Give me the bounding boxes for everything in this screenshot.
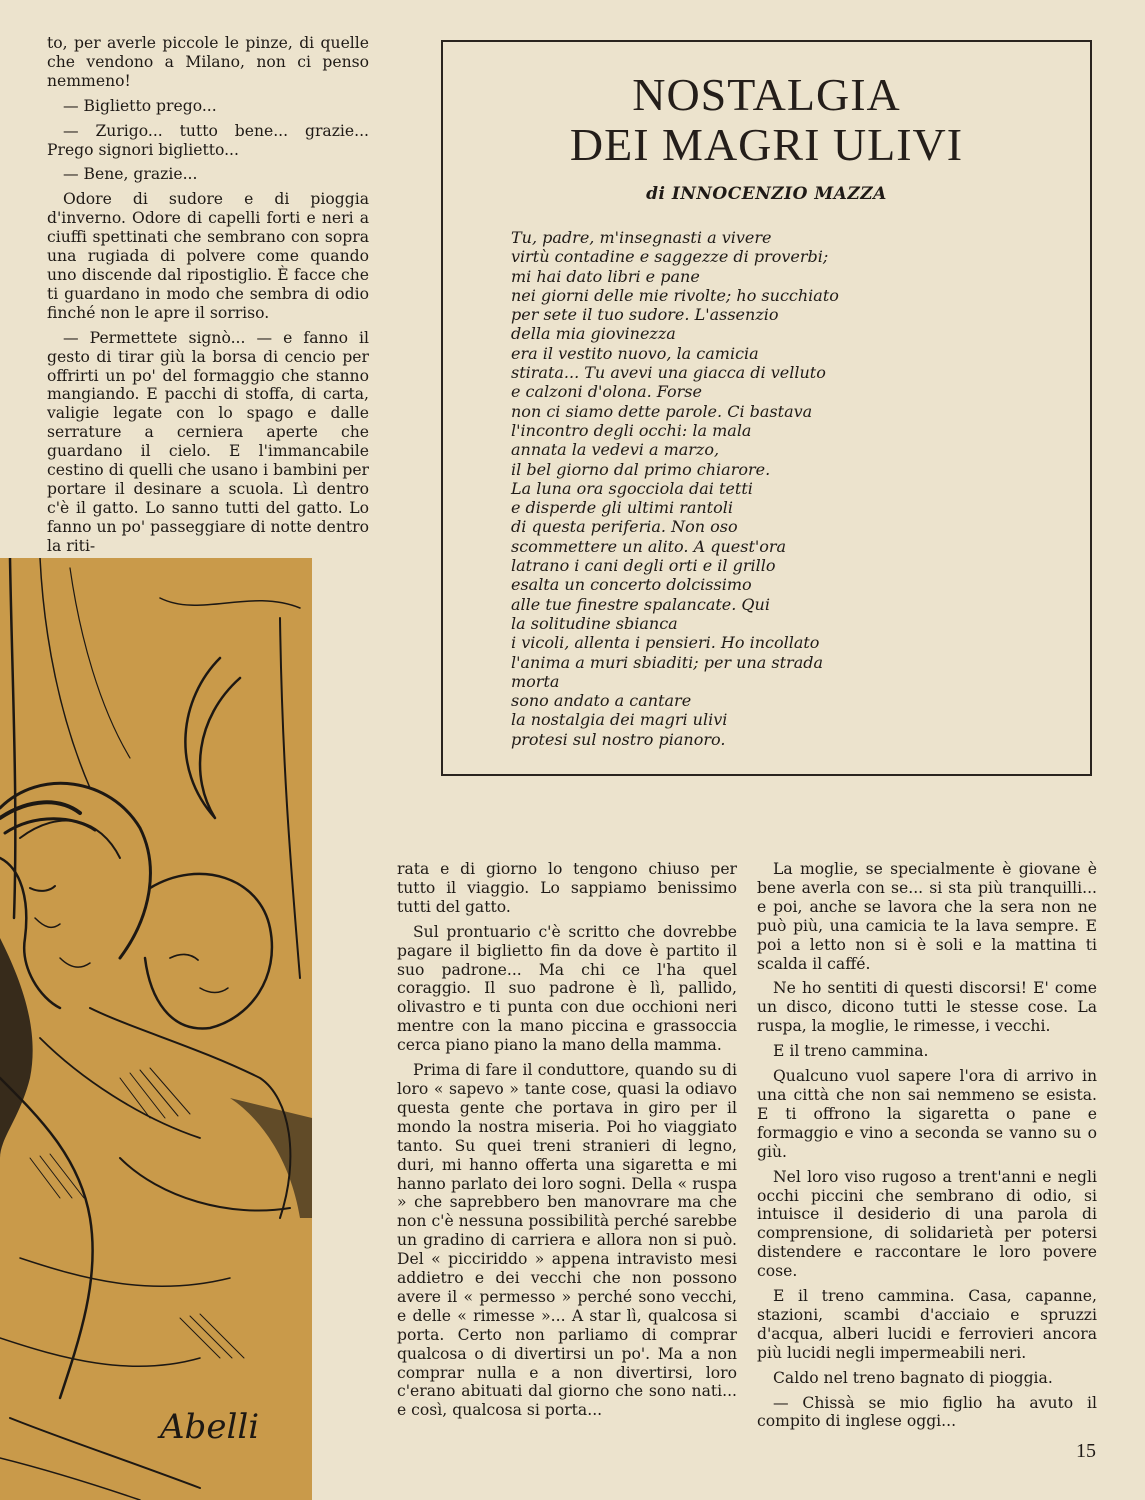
poem-line: e disperde gli ultimi rantoli — [511, 498, 733, 518]
article-column-left — [47, 34, 369, 562]
poem-title-line: NOSTALGIA — [632, 69, 901, 120]
paragraph: — Bene, grazie... — [63, 165, 198, 184]
paragraph: Sul prontuario c'è scritto che dovrebbe pagare il biglietto fin da dove è partito il suo padrone... Ma chi ce l'ha quel coraggio. Il suo padrone è lì, pallido, olivastro e ti punta con due occhioni neri mentre con la mano piccina e grassoccia cerca piano piano la mano della mamma. — [397, 922, 737, 1055]
paragraph: La moglie, se specialmente è giovane è bene averla con se... si sta più tranquilli... e poi, anche se lavora che la sera non ne può più, una camicia te la lava sempre. E poi a letto non si è soli e la mattina ti scalda il caffé. — [757, 860, 1097, 973]
poem-line: della mia giovinezza — [511, 324, 676, 344]
poem-title — [443, 70, 1090, 170]
paragraph: E il treno cammina. — [773, 1042, 929, 1061]
paragraph: to, per averle piccole le pinze, di quelle che vendono a Milano, non ci penso nemmeno! — [47, 34, 369, 90]
paragraph: E il treno cammina. Casa, capanne, stazioni, scambi d'acciaio e spruzzi d'acqua, alberi lucidi e ferrovieri ancora più lucidi negli impermeabili neri. — [757, 1287, 1097, 1362]
mother-and-child-ink-drawing-icon — [0, 558, 312, 1500]
page-number: 15 — [1076, 1440, 1096, 1462]
poem-line: stirata... Tu avevi una giacca di velluto — [511, 363, 826, 383]
poem-line: e calzoni d'olona. Forse — [511, 382, 702, 402]
paragraph: — Biglietto prego... — [63, 96, 217, 115]
article-column-right — [757, 860, 1097, 1437]
poem-line: mi hai dato libri e pane — [511, 266, 700, 286]
poem-line: esalta un concerto dolcissimo — [511, 575, 752, 595]
poem-line: l'incontro degli occhi: la mala — [511, 420, 752, 440]
poem-line: i vicoli, allenta i pensieri. Ho incollato — [511, 633, 820, 653]
paragraph: Prima di fare il conduttore, quando su di loro « sapevo » tante cose, quasi la odiavo questa gente che portava in giro per il mondo la nostra miseria. Poi ho viaggiato tanto. Su quei treni stranieri di legno, duri, mi hanno offerta una sigaretta e mi hanno parlato dei loro sogni. Della « ruspa » che saprebbero ben manovrare ma che non c'è nessuna possibilità perché sarebbe un gradino di carriera e allora non si può. Del « picciriddo » appena intravisto mesi addietro e dei vecchi che non possono avere il « permesso » perché sono vecchi, e delle « rimesse »... A star lì, qualcosa si porta. Certo non parliamo di comprar qualcosa o di divertirsi un po'. Ma a non comprar nulla e a non divertirsi, loro c'erano abituati dal giorno che sono nati... e così, qualcosa si porta... — [397, 1061, 737, 1420]
poem-line: il bel giorno dal primo chiarore. — [511, 459, 771, 479]
poem-author: di INNOCENZIO MAZZA — [646, 184, 887, 204]
poem-line: non ci siamo dette parole. Ci bastava — [511, 401, 813, 421]
poem-line: Tu, padre, m'insegnasti a vivere — [511, 228, 772, 247]
poem-line: annata la vedevi a marzo, — [511, 440, 720, 460]
paragraph: — Permettete signò... — e fanno il gesto di tirar giù la borsa di cencio per offrirti un po' del formaggio che stanno mangiando. E pacchi di stoffa, di carta, valigie legate con lo spago e dalle serrature a cerniera aperte che guardano il cielo. E l'immancabile cestino di quelli che usano i bambini per portare il desinare a scuola. Lì dentro c'è il gatto. Lo sanno tutti del gatto. Lo fanno un po' passeggiare di notte dentro la riti- — [47, 328, 369, 555]
paragraph: Ne ho sentiti di questi discorsi! E' come un disco, dicono tutti le stesse cose. La ruspa, la moglie, le rimesse, i vecchi. — [757, 979, 1097, 1036]
paragraph: Qualcuno vuol sapere l'ora di arrivo in una città che non sai nemmeno se esista. E ti offrono la sigaretta o pane e formaggio e vino a seconda se vanno su o giù. — [757, 1067, 1097, 1161]
paragraph: Nel loro viso rugoso a trent'anni e negli occhi piccini che sembrano di odio, si intuisce il desiderio di una parola di comprensione, di solidarietà per potersi distendere e raccontare le loro povere cose. — [757, 1167, 1097, 1281]
paragraph: Caldo nel treno bagnato di pioggia. — [773, 1368, 1053, 1387]
poem-line: La luna ora sgocciola dai tetti — [511, 478, 753, 498]
paragraph: Odore di sudore e di pioggia d'inverno. Odore di capelli forti e neri a ciuffi spettinati che sembrano con sopra una rugiada di polvere come quando uno discende dal ripostiglio. È facce che ti guardano in modo che sembra di odio finché non le apre il sorriso. — [47, 190, 369, 322]
poem-line: era il vestito nuovo, la camicia — [511, 343, 759, 363]
poem-line: virtù contadine e saggezze di proverbi; — [511, 247, 829, 267]
poem-box — [441, 40, 1092, 776]
signature: Abelli — [160, 1407, 260, 1447]
poem-line: nei giorni delle mie rivolte; ho succhiato — [511, 285, 839, 305]
poem-line: protesi sul nostro pianoro. — [511, 729, 726, 749]
poem-line: alle tue finestre spalancate. Qui — [511, 594, 770, 614]
illustration-background — [0, 558, 312, 1500]
poem-line: morta — [511, 671, 560, 691]
poem-line: latrano i cani degli orti e il grillo — [511, 556, 776, 576]
poem-line: di questa periferia. Non oso — [511, 517, 738, 537]
poem-line: per sete il tuo sudore. L'assenzio — [511, 305, 779, 325]
paragraph: — Zurigo... tutto bene... grazie... Prego signori biglietto... — [47, 121, 369, 159]
poem-line: sono andato a cantare — [511, 691, 692, 711]
article-column-middle — [397, 860, 737, 1426]
poem-line: l'anima a muri sbiaditi; per una strada — [511, 652, 824, 672]
paragraph: rata e di giorno lo tengono chiuso per tutto il viaggio. Lo sappiamo benissimo tutti del gatto. — [397, 860, 737, 916]
poem-line: scommettere un alito. A quest'ora — [511, 536, 787, 556]
poem-line: la solitudine sbianca — [511, 613, 678, 633]
illustration — [0, 558, 312, 1500]
poem-line: la nostalgia dei magri ulivi — [511, 710, 728, 730]
poem-title-line: DEI MAGRI ULIVI — [569, 119, 964, 170]
poem-body — [511, 228, 1071, 749]
paragraph: — Chissà se mio figlio ha avuto il compito di inglese oggi... — [757, 1393, 1097, 1431]
